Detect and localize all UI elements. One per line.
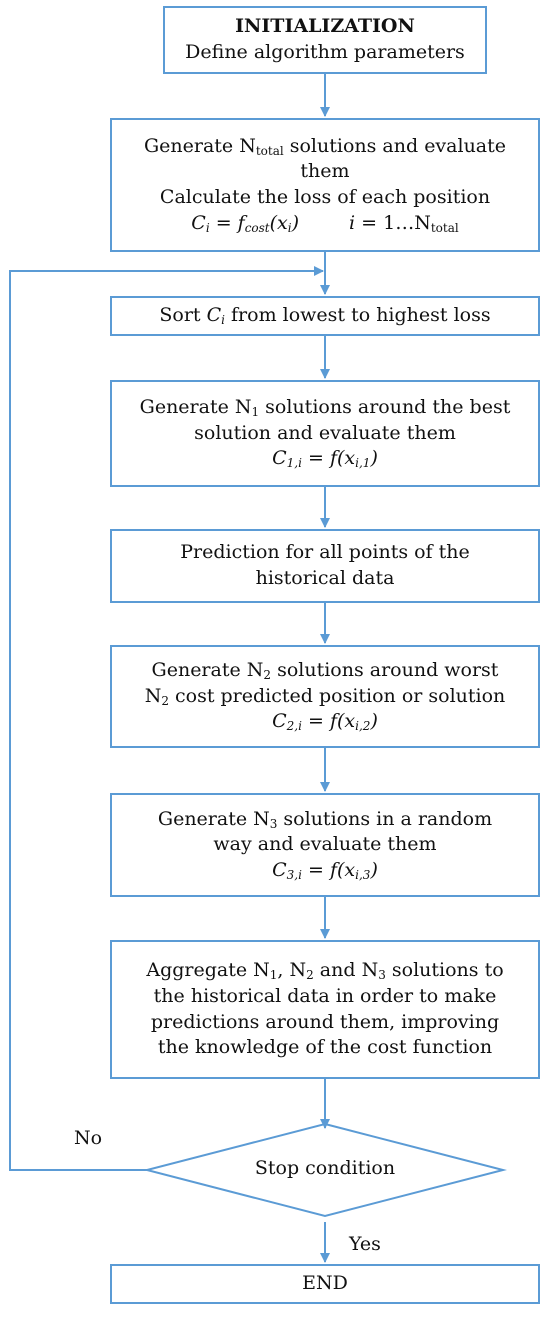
generate-n1-box [110, 380, 540, 487]
generate-total-line3: Calculate the loss of each position [159, 186, 491, 208]
generate-n1-line2: solution and evaluate them [194, 421, 456, 444]
yes-label: Yes [349, 1233, 381, 1255]
aggregate-box [110, 940, 540, 1079]
generate-total-line2: them [300, 160, 350, 183]
aggregate-line4: the knowledge of the cost function [157, 1036, 493, 1059]
generate-n2-line2: $N_2$ cost predicted position or solution [144, 684, 506, 708]
sort-box [110, 296, 540, 336]
init-box [163, 6, 487, 74]
generate-total-box [110, 118, 540, 252]
generate-n3-box [110, 793, 540, 897]
prediction-line1: Prediction for all points of the [180, 541, 470, 564]
init-subtitle: Define algorithm parameters [185, 41, 465, 63]
generate-n3-line2: way and evaluate them [213, 833, 437, 856]
prediction-line2: historical data [255, 567, 395, 589]
decision-text: Stop condition [254, 1157, 396, 1179]
generate-n2-line1: Generate $N_2$ solutions around worst [151, 659, 499, 683]
aggregate-line1: Aggregate $N_1$, $N_2$ and $N_3$ solutions to [146, 959, 504, 983]
generate-n1-equation: $C_{1,i} = f(x_{i,1})$ [272, 447, 378, 471]
end-text: END [302, 1272, 348, 1295]
generate-n2-equation: $C_{2,i} = f(x_{i,2})$ [272, 710, 378, 734]
prediction-box [110, 529, 540, 603]
generate-total-equation: $C_i = f_{cost}(x_i) i$ = $1\dots N_{total}$ [191, 211, 459, 235]
aggregate-line3: predictions around them, improving [150, 1010, 500, 1033]
generate-total-line1: Generate $N_{total}$ solutions and evaluate [143, 134, 507, 158]
generate-n2-box [110, 645, 540, 748]
sort-text: Sort $C_i$ from lowest to highest loss [159, 304, 491, 328]
no-label: No [74, 1127, 103, 1149]
aggregate-line2: the historical data in order to make [153, 984, 497, 1007]
generate-n3-line1: Generate $N_3$ solutions in a random [157, 807, 493, 831]
generate-n1-line1: Generate $N_1$ solutions around the best [139, 396, 511, 420]
generate-n3-equation: $C_{3,i} = f(x_{i,3})$ [272, 858, 378, 882]
init-title: INITIALIZATION [235, 15, 415, 38]
end-box [110, 1264, 540, 1304]
